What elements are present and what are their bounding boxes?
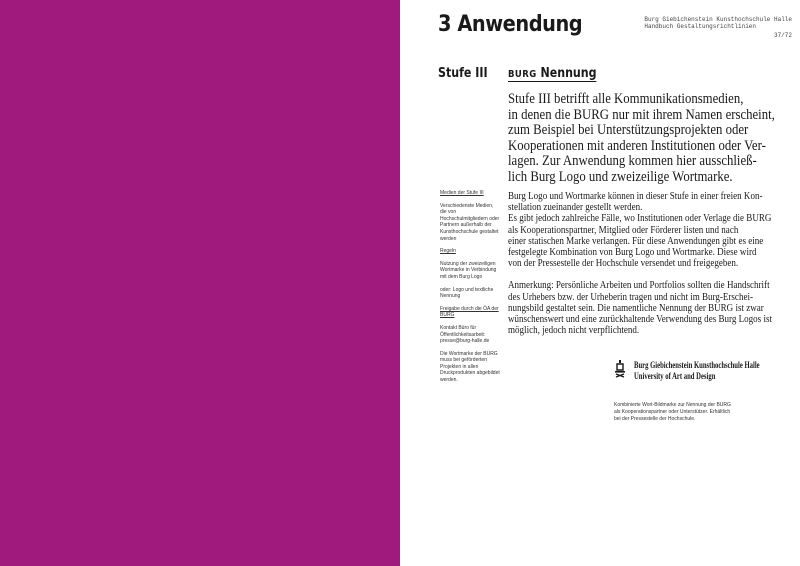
sidebar-heading: Regeln — [440, 248, 456, 255]
intro-line: in denen die BURG nur mit ihrem Namen erscheint, — [508, 106, 775, 123]
body-line: möglich, jedoch nicht verpflichtend. — [508, 325, 640, 337]
intro-paragraph — [508, 92, 775, 185]
burg-logo-wordmark — [614, 360, 800, 382]
intro-line: Stufe III betrifft alle Kommunikationsmedien, — [508, 91, 744, 107]
page-title: 3 Anwendung — [438, 12, 583, 37]
wordmark-text — [634, 360, 760, 382]
body-line: des Urhebers bzw. der Urheberin tragen und nicht im Burg-Erschei- — [508, 291, 753, 303]
body-line: nungsbild gestaltet sein. Die namentliche Nennung der BURG ist zwar — [508, 302, 764, 314]
intro-line: lagen. Zur Anwendung kommen hier ausschließ- — [508, 153, 757, 169]
body-line: Anmerkung: Persönliche Arbeiten und Portfolios sollten die Handschrift — [508, 280, 770, 292]
sidebar-note: Verschiedenste Medien, die von Hochschulmitgliedern oder Partnern außerhalb der Kunsthochschule gestaltet werden — [440, 202, 500, 242]
intro-line: lich Burg Logo und zweizeilige Wortmarke. — [508, 168, 733, 185]
body-line: Es gibt jedoch zahlreiche Fälle, wo Institutionen oder Verlage die BURG — [508, 213, 772, 225]
body-line: einer statischen Marke verlangen. Für diese Anwendungen gibt es eine — [508, 235, 764, 247]
heading-burg: BURG — [508, 69, 537, 80]
heading-text: Nennung — [540, 66, 597, 81]
body-line: festgelegte Kombination von Burg Logo und Wortmarke. Diese wird — [508, 247, 757, 259]
sidebar-note: Nutzung der zweizeiligen Wortmarke in Verbindung mit dem Burg Logo — [440, 260, 497, 280]
sidebar-heading: Freigabe durch die ÖA der BURG — [440, 305, 499, 319]
body-line: als Kooperationspartner, Mitglied oder Förderer listen und nach — [508, 224, 739, 236]
section-heading — [508, 66, 597, 82]
intro-line: Kooperationen mit anderen Institutionen oder Ver- — [508, 137, 766, 154]
sidebar-heading: Medien der Stufe III — [440, 190, 484, 196]
sidebar-note: oder: Logo und textliche Nennung — [440, 286, 494, 300]
wordmark-line: Burg Giebichenstein Kunsthochschule Halle — [634, 360, 760, 370]
body-line: von der Pressestelle der Hochschule versendet und freigegeben. — [508, 258, 739, 270]
sidebar-notes — [440, 190, 500, 390]
logo-caption: Kombinierte Wort-Bildmarke zur Nennung der BURG als Kooperationspartner oder Unterstützer. Erhältlich bei der Pressestelle der Hochschule. — [614, 402, 731, 422]
wordmark-line: University of Art and Design — [634, 371, 716, 381]
sidebar-note: Kontakt Büro für Öffentlichkeitsarbeit: presse@burg-halle.de — [440, 324, 490, 345]
body-line: wünschenswert und eine zurückhaltende Verwendung des Burg Logos ist — [508, 314, 772, 326]
body-paragraph — [508, 280, 772, 336]
stufe-label: Stufe III — [438, 66, 488, 81]
meta-line: Handbuch Gestaltungsrichtlinien — [644, 23, 756, 30]
sidebar-note: Die Wortmarke der BURG muss bei geförderten Projekten in allen Druckprodukten abgebildet werden. — [440, 350, 500, 384]
running-header — [644, 16, 792, 39]
meta-line: Burg Giebichenstein Kunsthochschule Halle — [644, 16, 792, 23]
body-text — [508, 191, 772, 347]
intro-line: zum Beispiel bei Unterstützungsprojekten oder — [508, 122, 749, 138]
body-line: stellation zueinander gestellt werden. — [508, 202, 643, 214]
body-line: Burg Logo und Wortmarke können in dieser Stufe in einer freien Kon- — [508, 191, 763, 202]
burg-logo-icon — [614, 360, 626, 378]
body-paragraph — [508, 191, 772, 269]
page-number: 37/72 — [773, 32, 792, 39]
